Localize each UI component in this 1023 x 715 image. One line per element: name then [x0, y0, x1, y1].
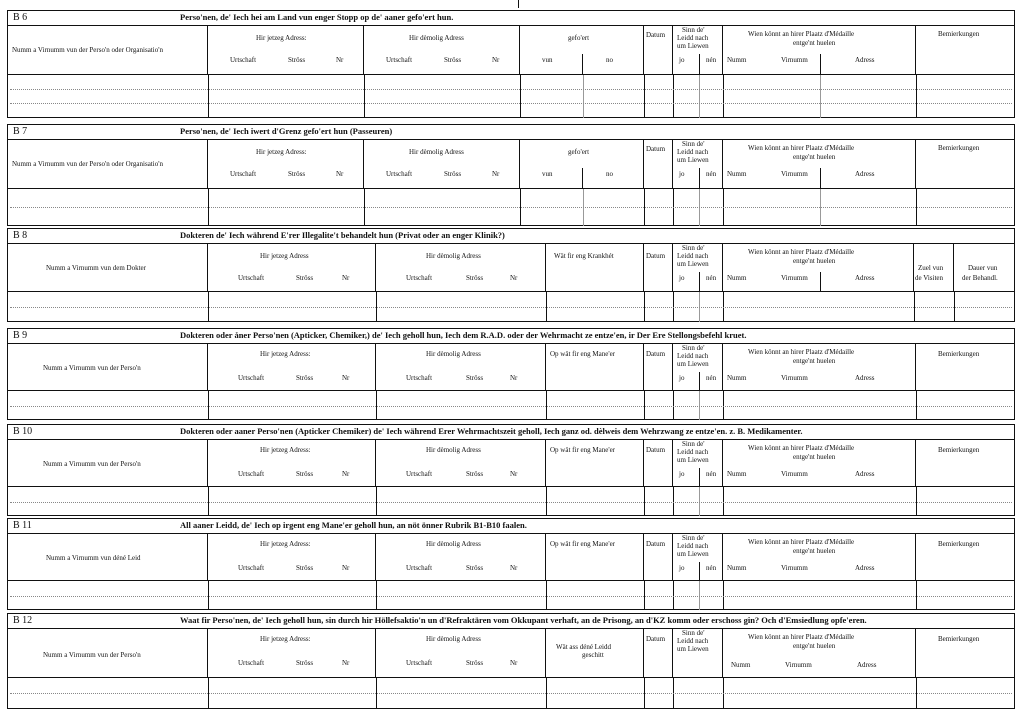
yes-label: jo [679, 274, 685, 282]
col-name-label: Numm a Virnumm vun déné Leid [46, 554, 141, 562]
col-medal [723, 534, 916, 580]
nr-label: Nr [510, 470, 518, 478]
row-line [10, 693, 1012, 694]
col-medal [723, 244, 914, 291]
col-former-address [376, 344, 546, 390]
col-medal [723, 26, 916, 74]
col-current-address [208, 629, 376, 677]
entry-rows [8, 487, 1014, 516]
column-header [8, 26, 1014, 75]
col-former-address-label: Hir dèmolig Adress [426, 350, 481, 358]
no-label: nén [706, 56, 717, 64]
suffered-label-1: Sinn de' [682, 440, 705, 448]
section-header [8, 11, 1014, 26]
col-former-address-label: Hir dèmolig Adress [409, 148, 464, 156]
suffered-label-1: Sinn de' [682, 244, 705, 252]
col-former-address [376, 534, 546, 580]
section-title: Waat fir Perso'nen, de' Iech geholl hun, sin durch hir Höllefsaktio'n un d'Refraktären vom Okkupant verhaft, an de Prisong, an d'KZ komm oder erschoss gin? Och d'Emsiedlung opfe'eren. [180, 615, 867, 625]
address-label: Adress [855, 564, 875, 572]
divider [699, 468, 700, 486]
section-b6 [7, 10, 1015, 118]
street-label: Ströss [288, 56, 306, 64]
col-manner [546, 534, 644, 580]
col-remarks-label: Bemierkungen [938, 635, 980, 643]
divider [699, 272, 700, 291]
town-label: Urtschaft [238, 374, 265, 382]
divider [582, 54, 583, 74]
col-date-label: Datum [646, 145, 666, 153]
name-label: Numm [731, 661, 751, 669]
street-label: Ströss [466, 659, 484, 667]
col-current-address-label: Hir jetzeg Adress: [256, 148, 307, 156]
medal-label-2: entge'nt huelen [793, 547, 836, 555]
suffered-label-3: um Liewen [677, 42, 709, 50]
first-name-label: Virnumm [781, 56, 808, 64]
col-remarks-label: Bemierkungen [938, 540, 980, 548]
section-code: B 12 [13, 615, 33, 626]
top-tick-mark [518, 0, 519, 8]
town-label: Urtschaft [238, 274, 265, 282]
col-former-address-label: Hir dèmolig Adress [426, 635, 481, 643]
suffered-label-2: Leidd nach [677, 637, 709, 645]
nr-label: Nr [342, 659, 350, 667]
yes-label: jo [679, 170, 685, 178]
col-former-address-label: Hir dèmolig Adress [426, 540, 481, 548]
col-transported [520, 26, 644, 74]
address-label: Adress [855, 374, 875, 382]
section-code: B 8 [13, 230, 28, 241]
first-name-label: Virnumm [781, 374, 808, 382]
name-label: Numm [727, 56, 747, 64]
nr-label: Nr [510, 274, 518, 282]
town-label: Urtschaft [386, 56, 413, 64]
address-label: Adress [855, 274, 875, 282]
col-name [8, 140, 208, 188]
suffered-label-3: um Liewen [677, 156, 709, 164]
first-name-label: Virnumm [781, 170, 808, 178]
suffered-label-3: um Liewen [677, 550, 709, 558]
section-code: B 10 [13, 426, 33, 437]
from-label: vun [542, 170, 553, 178]
col-transported [520, 140, 644, 188]
suffered-label-3: um Liewen [677, 260, 709, 268]
col-medal [723, 629, 916, 677]
section-code: B 11 [13, 520, 32, 531]
col-transported-label: gefo'ert [568, 34, 590, 42]
suffered-label-1: Sinn de' [682, 26, 705, 34]
town-label: Urtschaft [406, 470, 433, 478]
entry-rows [8, 391, 1014, 420]
suffered-label-2: Leidd nach [677, 352, 709, 360]
col-date [644, 244, 673, 291]
suffered-label-2: Leidd nach [677, 252, 709, 260]
col-date-label: Datum [646, 252, 666, 260]
yes-label: jo [679, 470, 685, 478]
suffered-what-label-2: geschitt [582, 651, 604, 659]
col-current-address-label: Hir jetzeg Adress [260, 252, 309, 260]
col-visits [914, 244, 954, 291]
street-label: Ströss [296, 564, 314, 572]
col-remarks [916, 26, 1016, 74]
medal-label-1: Wien könnt an hirer Plaatz d'Médaille [748, 538, 855, 546]
section-header [8, 229, 1014, 244]
suffered-label-2: Leidd nach [677, 542, 709, 550]
medal-label-2: entge'nt huelen [793, 257, 836, 265]
divider [820, 168, 821, 188]
section-b9 [7, 328, 1015, 420]
section-header [8, 425, 1014, 440]
col-medal [723, 440, 916, 486]
col-current-address [208, 440, 376, 486]
row-line [10, 103, 1012, 104]
col-date [644, 344, 673, 390]
entry-rows [8, 678, 1014, 708]
section-header [8, 519, 1014, 534]
section-code: B 6 [13, 12, 28, 23]
nr-label: Nr [492, 170, 500, 178]
col-former-address [364, 140, 520, 188]
col-suffered [673, 440, 723, 486]
to-label: no [606, 170, 613, 178]
divider [699, 372, 700, 390]
medal-label-2: entge'nt huelen [793, 642, 836, 650]
street-label: Ströss [296, 470, 314, 478]
street-label: Ströss [466, 564, 484, 572]
no-label: nén [706, 170, 717, 178]
col-current-address [208, 534, 376, 580]
section-title: Perso'nen, de' Iech iwert d'Grenz gefo'ert hun (Passeuren) [180, 126, 393, 136]
yes-label: jo [679, 56, 685, 64]
col-remarks [916, 140, 1016, 188]
column-header [8, 140, 1014, 189]
row-line [10, 307, 1012, 308]
col-former-address [376, 440, 546, 486]
col-suffered [673, 26, 723, 74]
col-name-label: Numm a Virnumm vun der Perso'n [43, 460, 141, 468]
col-date-label: Datum [646, 350, 666, 358]
section-b8 [7, 228, 1015, 322]
section-title: Dokteren de' Iech während E'rer Illegalite't behandelt hun (Privat oder an enger Klinik?) [180, 230, 505, 240]
col-name-label: Numm a Virnumm vun dem Dokter [46, 264, 146, 272]
town-label: Urtschaft [386, 170, 413, 178]
address-label: Adress [855, 470, 875, 478]
section-header [8, 125, 1014, 140]
medal-label-2: entge'nt huelen [793, 453, 836, 461]
column-header [8, 534, 1014, 581]
col-current-address [208, 26, 364, 74]
section-title: Perso'nen, de' Iech hei am Land vun enger Stopp op de' aaner gefo'ert hun. [180, 12, 454, 22]
col-name-label: Numm a Virnumm vun der Perso'n oder Organisatio'n [12, 46, 163, 54]
medal-label-1: Wien könnt an hirer Plaatz d'Médaille [748, 444, 855, 452]
col-manner [546, 440, 644, 486]
col-manner-label: Op wät fir eng Mane'er [550, 446, 616, 454]
column-header [8, 629, 1014, 678]
col-suffered [673, 534, 723, 580]
address-label: Adress [855, 170, 875, 178]
col-suffered [673, 344, 723, 390]
col-former-address-label: Hir dèmolig Adress [426, 252, 481, 260]
section-b11 [7, 518, 1015, 610]
medal-label-1: Wien könnt an hirer Plaatz d'Médaille [748, 633, 855, 641]
col-manner [546, 344, 644, 390]
nr-label: Nr [342, 274, 350, 282]
name-label: Numm [727, 274, 747, 282]
suffered-what-label-1: Wät ass déné Leidd [556, 643, 612, 651]
town-label: Urtschaft [230, 170, 257, 178]
column-header [8, 440, 1014, 487]
yes-label: jo [679, 564, 685, 572]
town-label: Urtschaft [406, 659, 433, 667]
col-manner-label: Op wät fir eng Mane'er [550, 350, 616, 358]
col-name [8, 629, 208, 677]
col-name-label: Numm a Virnumm vun der Perso'n [43, 651, 141, 659]
section-b10 [7, 424, 1015, 516]
col-current-address [208, 344, 376, 390]
col-current-address-label: Hir jetzeg Adress: [260, 540, 311, 548]
nr-label: Nr [510, 659, 518, 667]
divider [699, 562, 700, 580]
col-current-address [208, 140, 364, 188]
nr-label: Nr [336, 170, 344, 178]
section-code: B 9 [13, 330, 28, 341]
row-line [10, 89, 1012, 90]
street-label: Ströss [466, 274, 484, 282]
suffered-label-1: Sinn de' [682, 534, 705, 542]
col-name-label: Numm a Virnumm vun der Perso'n oder Organisatio'n [12, 160, 163, 168]
nr-label: Nr [342, 564, 350, 572]
nr-label: Nr [342, 470, 350, 478]
medal-label-2: entge'nt huelen [793, 153, 836, 161]
row-line [10, 207, 1012, 208]
column-header [8, 344, 1014, 391]
street-label: Ströss [444, 170, 462, 178]
name-label: Numm [727, 170, 747, 178]
divider [582, 168, 583, 188]
col-former-address-label: Hir dèmolig Adress [409, 34, 464, 42]
nr-label: Nr [342, 374, 350, 382]
col-suffered [673, 140, 723, 188]
visits-label-1: Zuel vun [918, 264, 944, 272]
medal-label-2: entge'nt huelen [793, 39, 836, 47]
col-manner-label: Op wät fir eng Mane'er [550, 540, 616, 548]
col-date-label: Datum [646, 540, 666, 548]
col-name [8, 534, 208, 580]
street-label: Ströss [444, 56, 462, 64]
no-label: nén [706, 564, 717, 572]
row-line [10, 406, 1012, 407]
col-date [644, 26, 673, 74]
section-code: B 7 [13, 126, 28, 137]
nr-label: Nr [336, 56, 344, 64]
col-former-address [376, 244, 546, 291]
col-remarks [916, 440, 1016, 486]
medal-label-1: Wien könnt an hirer Plaatz d'Médaille [748, 144, 855, 152]
col-remarks-label: Bemierkungen [938, 30, 980, 38]
street-label: Ströss [466, 470, 484, 478]
col-duration [954, 244, 1016, 291]
col-illness [546, 244, 644, 291]
section-title: All aaner Leidd, de' Iech op irgent eng Mane'er geholl hun, an nöt önner Rubrik B1-B10 faalen. [180, 520, 527, 530]
col-date [644, 629, 673, 677]
col-date-label: Datum [646, 446, 666, 454]
col-name [8, 244, 208, 291]
divider [699, 168, 700, 188]
divider [820, 54, 821, 74]
town-label: Urtschaft [238, 659, 265, 667]
medal-label-2: entge'nt huelen [793, 357, 836, 365]
col-name [8, 26, 208, 74]
medal-label-1: Wien könnt an hirer Plaatz d'Médaille [748, 30, 855, 38]
col-date-label: Datum [646, 635, 666, 643]
from-label: vun [542, 56, 553, 64]
town-label: Urtschaft [230, 56, 257, 64]
street-label: Ströss [296, 274, 314, 282]
suffered-label-2: Leidd nach [677, 34, 709, 42]
col-suffered [673, 629, 723, 677]
row-line [10, 596, 1012, 597]
col-name [8, 440, 208, 486]
street-label: Ströss [288, 170, 306, 178]
town-label: Urtschaft [406, 374, 433, 382]
col-remarks-label: Bemierkungen [938, 350, 980, 358]
section-header [8, 329, 1014, 344]
col-date [644, 534, 673, 580]
duration-label-2: der Behandl. [962, 274, 998, 282]
col-illness-label: Wät fir eng Krankhét [554, 252, 614, 260]
col-suffered-what [546, 629, 644, 677]
col-current-address [208, 244, 376, 291]
street-label: Ströss [296, 374, 314, 382]
col-remarks [916, 344, 1016, 390]
address-label: Adress [857, 661, 877, 669]
col-remarks-label: Bemierkungen [938, 446, 980, 454]
col-suffered [673, 244, 723, 291]
to-label: no [606, 56, 613, 64]
suffered-label-1: Sinn de' [682, 344, 705, 352]
suffered-label-1: Sinn de' [682, 140, 705, 148]
section-b7 [7, 124, 1015, 226]
first-name-label: Virnumm [781, 274, 808, 282]
no-label: nén [706, 374, 717, 382]
street-label: Ströss [466, 374, 484, 382]
nr-label: Nr [510, 564, 518, 572]
col-current-address-label: Hir jetzeg Adress: [260, 635, 311, 643]
col-name-label: Numm a Virnumm vun der Perso'n [43, 364, 141, 372]
entry-rows [8, 581, 1014, 610]
name-label: Numm [727, 470, 747, 478]
entry-rows [8, 292, 1014, 322]
town-label: Urtschaft [238, 564, 265, 572]
yes-label: jo [679, 374, 685, 382]
name-label: Numm [727, 374, 747, 382]
divider [820, 272, 821, 291]
nr-label: Nr [492, 56, 500, 64]
col-medal [723, 140, 916, 188]
no-label: nén [706, 274, 717, 282]
first-name-label: Virnumm [781, 470, 808, 478]
col-remarks [916, 629, 1016, 677]
section-b12 [7, 613, 1015, 709]
section-title: Dokteren oder aaner Perso'nen (Apticker Chemiker) de' Iech während Erer Wehrmachtszeit geholl, Iech ganz od. dèlweis dem Wehrzwang ze entze'en. z. B. Medikamenter. [180, 426, 803, 436]
no-label: nén [706, 470, 717, 478]
suffered-label-3: um Liewen [677, 360, 709, 368]
col-former-address [376, 629, 546, 677]
first-name-label: Virnumm [781, 564, 808, 572]
medal-label-1: Wien könnt an hirer Plaatz d'Médaille [748, 348, 855, 356]
suffered-label-3: um Liewen [677, 456, 709, 464]
col-remarks [916, 534, 1016, 580]
address-label: Adress [855, 56, 875, 64]
col-current-address-label: Hir jetzeg Adress: [260, 350, 311, 358]
town-label: Urtschaft [238, 470, 265, 478]
section-title: Dokteren oder åner Perso'nen (Apticker, Chemiker,) de' Iech geholl hun, Iech dem R.A.D. oder der Wehrmacht ze entze'en, ir Der Ere Stellongsbefehl kruet. [180, 330, 747, 340]
col-current-address-label: Hir jetzeg Adress: [256, 34, 307, 42]
town-label: Urtschaft [406, 564, 433, 572]
divider [699, 54, 700, 74]
col-date [644, 440, 673, 486]
col-former-address-label: Hir dèmolig Adress [426, 446, 481, 454]
entry-rows [8, 189, 1014, 226]
entry-rows [8, 75, 1014, 118]
visits-label-2: de Visiten [915, 274, 944, 282]
nr-label: Nr [510, 374, 518, 382]
suffered-label-2: Leidd nach [677, 148, 709, 156]
street-label: Ströss [296, 659, 314, 667]
duration-label-1: Dauer vun [968, 264, 998, 272]
col-medal [723, 344, 916, 390]
suffered-label-2: Leidd nach [677, 448, 709, 456]
col-date-label: Datum [646, 31, 666, 39]
row-line [10, 502, 1012, 503]
name-label: Numm [727, 564, 747, 572]
suffered-label-3: um Liewen [677, 645, 709, 653]
col-remarks-label: Bemierkungen [938, 144, 980, 152]
town-label: Urtschaft [406, 274, 433, 282]
col-current-address-label: Hir jetzeg Adress: [260, 446, 311, 454]
col-former-address [364, 26, 520, 74]
col-transported-label: gefo'ert [568, 148, 590, 156]
section-header [8, 614, 1014, 629]
col-name [8, 344, 208, 390]
suffered-label-1: Sinn de' [682, 629, 705, 637]
column-header [8, 244, 1014, 292]
first-name-label: Virnumm [785, 661, 812, 669]
col-date [644, 140, 673, 188]
medal-label-1: Wien könnt an hirer Plaatz d'Médaille [748, 248, 855, 256]
